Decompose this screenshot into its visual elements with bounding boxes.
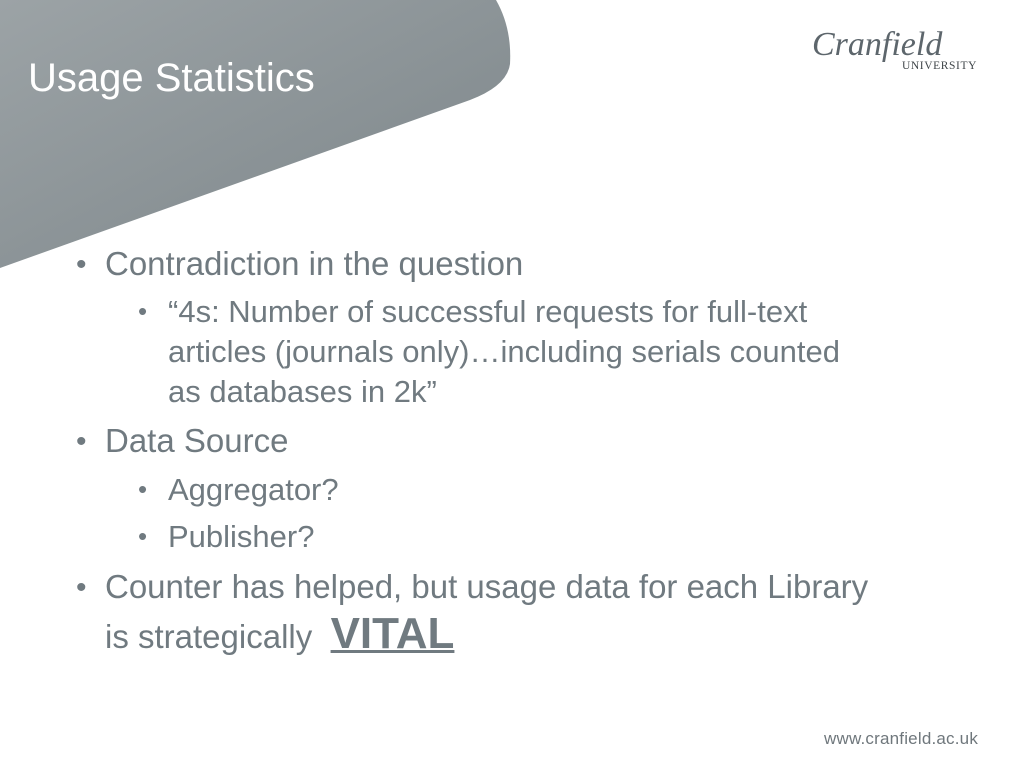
footer-url: www.cranfield.ac.uk <box>824 729 979 748</box>
bullet-marker: • <box>138 474 148 504</box>
bullet-text-line-2-prefix: is strategically <box>105 618 322 655</box>
logo-subtitle: UNIVERSITY <box>902 60 977 72</box>
bullet-marker: • <box>138 296 148 326</box>
bullet-marker: • <box>76 571 87 604</box>
bullet-text: Data Source <box>105 422 289 459</box>
quote-line-1: “4s: Number of successful requests for full-text <box>168 294 808 329</box>
quote-line-3: as databases in 2k” <box>168 374 437 409</box>
sub-bullet-text: Publisher? <box>168 519 315 554</box>
bullet-text-line-1: Counter has helped, but usage data for each Library <box>105 568 869 605</box>
bullet-marker: • <box>138 521 148 551</box>
slide-title: Usage Statistics <box>28 56 315 100</box>
sub-bullet-text: Aggregator? <box>168 472 339 507</box>
bullet-marker: • <box>76 248 87 281</box>
logo-wordmark: Cranfield <box>812 26 943 63</box>
vital-emphasis: VITAL <box>330 609 455 658</box>
quote-line-2: articles (journals only)…including serials counted <box>168 334 840 369</box>
bullet-marker: • <box>76 425 87 458</box>
bullet-text: Contradiction in the question <box>105 245 524 282</box>
bullet-text-line-2 <box>105 609 455 658</box>
